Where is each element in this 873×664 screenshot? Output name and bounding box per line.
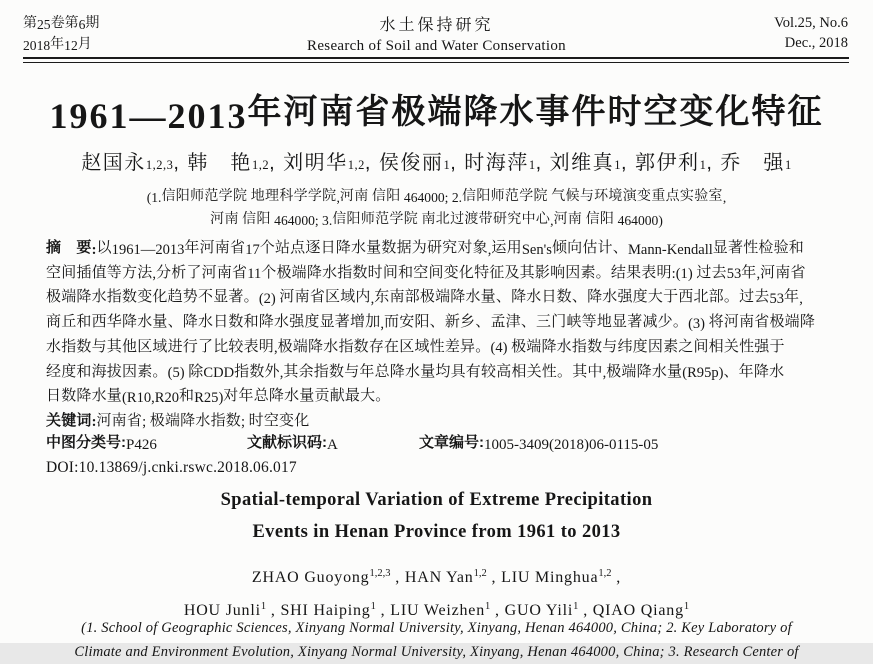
abstract-label: 摘 要: [46,239,97,258]
clc-label: 中图分类号: [46,434,126,451]
abstract-line: 日数降水量(R10,R20和R25)对年总降水量贡献最大。 [46,387,391,406]
journal-volume-block [774,13,848,53]
journal-name-en: Research of Soil and Water Conservation [307,38,566,54]
abstract-line: 空间插值等方法,分析了河南省11个极端降水指数时间和空间变化特征及其影响因素。结果表明:(1) 过去53年,河南省 [46,263,806,283]
doi-line: DOI:10.13869/j.cnki.rswc.2018.06.017 [46,459,297,476]
affiliation-en-line1: (1. School of Geographic Sciences, Xinyang Normal University, Xinyang, Henan 464000, China; 2. Key Laboratory of [81,620,792,636]
keywords-label: 关键词: [46,411,97,431]
journal-name-block [0,12,873,55]
article-id-value: 1005-3409(2018)06-0115-05 [484,436,659,453]
abstract-line [46,236,851,261]
journal-date-en: Dec., 2018 [784,35,848,51]
journal-date-cn: 2018年12月 [23,35,92,53]
title-text-cn: 年河南省极端降水事件时空变化特征 [247,93,824,131]
classification-line [46,431,658,452]
journal-vol-en: Vol.25, No.6 [774,15,848,31]
article-id-label: 文章编号: [419,434,484,451]
article-title-en [0,485,873,548]
affiliation-cn-line2: 河南 信阳 464000; 3.信阳师范学院 南北过渡带研究中心,河南 信阳 464000) [210,210,663,228]
header-double-rule [23,57,849,63]
keywords-line [46,409,851,434]
affiliations-cn [0,184,873,230]
title-en-line1: Spatial-temporal Variation of Extreme Precipitation [220,490,653,510]
abstract-text: 以1961—2013年河南省17个站点逐日降水量数据为研究对象,运用Sen's倾向估计、Mann-Kendall显著性检验和 [96,239,804,258]
abstract-line: 商丘和西华降水量、降水日数和降水强度显著增加,而安阳、新乡、孟津、三门峡等地显著减少。(3) 将河南省极端降 [46,313,816,332]
clc-value: P426 [126,436,157,453]
affiliation-en-line2: Climate and Environment Evolution, Xinyang Normal University, Xinyang, Henan 464000, China; 3. Research Center of [74,644,799,660]
authors-en-line1: ZHAO Guoyong$^{1,2,3}$ , HAN Yan$^{1,2}$ , LIU Minghua$^{1,2}$ , [251,568,622,586]
affiliations-en [0,616,873,664]
journal-issue-cn: 第25卷第6期 [23,14,100,32]
journal-name-cn: 水土保持研究 [379,17,494,34]
authors-cn: 赵国永1,2,3, 韩 艳1,2, 刘明华1,2, 侯俊丽1, 时海萍1, 刘维真1, 郭伊利1, 乔 强1 [81,152,792,174]
abstract-line: 极端降水指数变化趋势不显著。(2) 河南省区域内,东南部极端降水量、降水日数、降水强度大于西北部。过去53年, [46,288,803,307]
title-year-range: 1961—2013 [49,96,248,136]
abstract-block [46,236,851,434]
title-en-line2: Events in Henan Province from 1961 to 2013 [252,521,621,542]
doc-code-label: 文献标识码: [247,434,327,451]
doc-code-value: A [327,436,338,453]
abstract-line: 经度和海拔因素。(5) 除CDD指数外,其余指数与年总降水量均具有较高相关性。其中,极端降水量(R95p)、年降水 [46,362,785,382]
abstract-line: 水指数与其他区域进行了比较表明,极端降水指数存在区域性差异。(4) 极端降水指数与纬度因素之间相关性强于 [46,337,785,357]
authors-en-line2: HOU Junli$^1$ , SHI Haiping$^1$ , LIU Weizhen$^1$ , GUO Yili$^1$ , QIAO Qiang$^1$ [183,601,690,619]
article-title-cn [0,84,873,136]
keywords-text: 河南省; 极端降水指数; 时空变化 [96,411,310,431]
affiliation-cn-line1: (1.信阳师范学院 地理科学学院,河南 信阳 464000; 2.信阳师范学院 气候与环境演变重点实验室, [146,187,727,205]
